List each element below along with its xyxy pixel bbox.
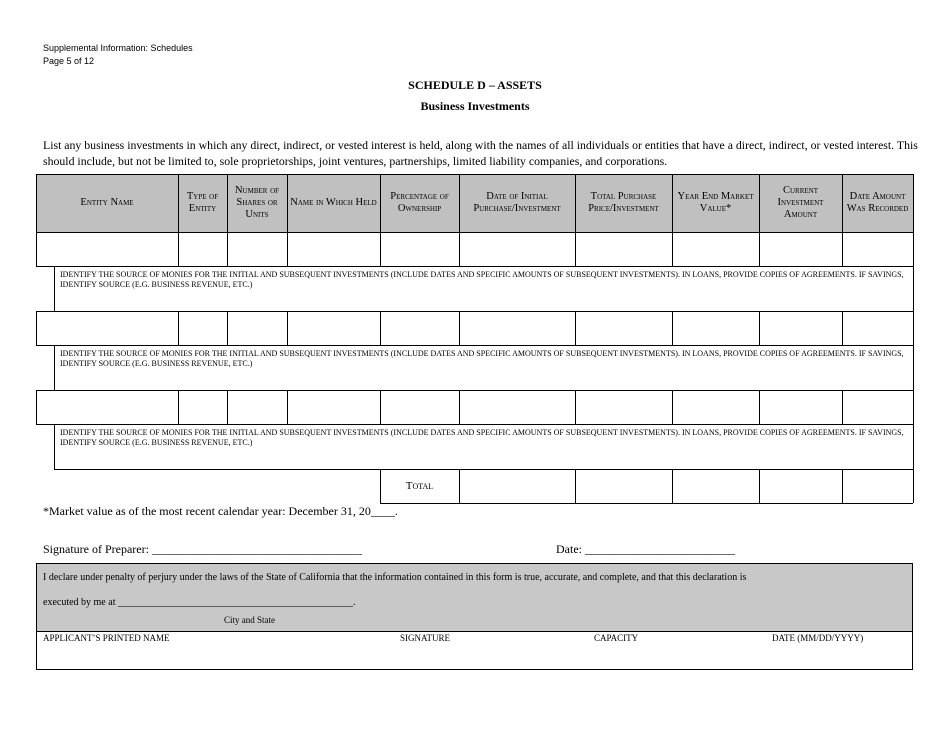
total-border	[842, 469, 843, 503]
total-border	[759, 469, 760, 503]
market-value-note: *Market value as of the most recent calendar year: December 31, 20____.	[43, 504, 398, 518]
cell-border	[459, 390, 460, 424]
total-border	[459, 469, 460, 503]
table-border	[178, 174, 179, 232]
signature-of-preparer: Signature of Preparer: ___________________________________	[43, 542, 362, 556]
note-border	[54, 345, 55, 391]
column-header: Current Investment Amount	[759, 174, 842, 232]
column-header: Percentage of Ownership	[380, 174, 459, 232]
cell-border	[36, 390, 37, 424]
cell-border	[36, 311, 37, 345]
cell-border	[227, 311, 228, 345]
cell-border	[380, 311, 381, 345]
cell-border	[178, 232, 179, 266]
table-border	[227, 174, 228, 232]
row-border	[36, 311, 913, 312]
cell-border	[287, 232, 288, 266]
schedule-title: SCHEDULE D – ASSETS	[408, 78, 542, 92]
preparer-date-line: Date: _________________________	[556, 542, 735, 556]
applicant-printed-name-label: APPLICANT’S PRINTED NAME	[43, 633, 170, 643]
total-border	[913, 469, 914, 503]
declaration-text: I declare under penalty of perjury under the laws of the State of California that the information contained in this form is true, accurate, and complete, and that this declaration is	[43, 572, 747, 583]
cell-border	[575, 311, 576, 345]
cell-border	[575, 232, 576, 266]
note-border	[913, 424, 914, 469]
cell-border	[759, 232, 760, 266]
table-border	[575, 174, 576, 232]
cell-border	[227, 390, 228, 424]
cell-border	[842, 232, 843, 266]
column-header: Number of Shares or Units	[227, 174, 287, 232]
capacity-label: CAPACITY	[594, 633, 639, 643]
note-border	[54, 424, 55, 470]
column-header: Year End Market Value*	[672, 174, 759, 232]
cell-border	[287, 390, 288, 424]
cell-border	[459, 311, 460, 345]
total-border	[380, 503, 913, 504]
cell-border	[227, 232, 228, 266]
row-border	[36, 390, 913, 391]
cell-border	[672, 311, 673, 345]
total-label: Total	[405, 480, 434, 492]
table-border	[759, 174, 760, 232]
table-border	[36, 174, 913, 175]
cell-border	[36, 232, 37, 266]
table-border	[913, 174, 914, 232]
signature-label: SIGNATURE	[400, 633, 451, 643]
cell-border	[672, 390, 673, 424]
table-border	[842, 174, 843, 232]
date-label: DATE (MM/DD/YYYY)	[772, 633, 864, 643]
column-header: Date of Initial Purchase/Investment	[459, 174, 575, 232]
row-border	[36, 232, 913, 233]
schedule-subtitle: Business Investments	[420, 99, 530, 113]
table-border	[36, 174, 37, 232]
table-border	[287, 174, 288, 232]
source-of-monies-note: IDENTIFY THE SOURCE OF MONIES FOR THE INITIAL AND SUBSEQUENT INVESTMENTS (INCLUDE DATES AND SPECIFIC AMOUNTS OF SUBSEQUENT INVESTMENTS). IN LOANS, PROVIDE COPIES OF AGREEMENTS. IF SAVINGS, IDENTIFY SOURCE (E.G. BUSINESS REVENUE, ETC.)	[60, 428, 904, 447]
cell-border	[913, 390, 914, 424]
cell-border	[842, 311, 843, 345]
note-border	[913, 266, 914, 311]
total-border	[575, 469, 576, 503]
column-header: Date Amount Was Recorded	[842, 174, 913, 232]
cell-border	[575, 390, 576, 424]
column-header: Entity Name	[36, 174, 178, 232]
cell-border	[842, 390, 843, 424]
column-header: Name in Which Held	[287, 174, 380, 232]
cell-border	[459, 232, 460, 266]
executed-at-line: executed by me at _______________________________________________.	[43, 597, 356, 608]
document-label: Supplemental Information: Schedules	[43, 43, 193, 53]
cell-border	[913, 232, 914, 266]
cell-border	[759, 311, 760, 345]
cell-border	[672, 232, 673, 266]
cell-border	[380, 232, 381, 266]
column-header: Total Purchase Price/Investment	[575, 174, 672, 232]
intro-paragraph: List any business investments in which any direct, indirect, or vested interest is held, along with the names of all individuals or entities that have a direct, indirect, or vested interest. This should include, but not be limited to, sole proprietorships, joint ventures, partnerships, limited liability companies, and corporations.	[43, 138, 918, 168]
city-state-label: City and State	[224, 615, 275, 625]
cell-border	[178, 390, 179, 424]
note-border	[54, 266, 55, 312]
table-border	[459, 174, 460, 232]
cell-border	[913, 311, 914, 345]
total-border	[380, 469, 381, 503]
page-number: Page 5 of 12	[43, 56, 95, 66]
cell-border	[380, 390, 381, 424]
table-border	[380, 174, 381, 232]
source-of-monies-note: IDENTIFY THE SOURCE OF MONIES FOR THE INITIAL AND SUBSEQUENT INVESTMENTS (INCLUDE DATES AND SPECIFIC AMOUNTS OF SUBSEQUENT INVESTMENTS). IN LOANS, PROVIDE COPIES OF AGREEMENTS. IF SAVINGS, IDENTIFY SOURCE (E.G. BUSINESS REVENUE, ETC.)	[60, 349, 904, 368]
total-border	[672, 469, 673, 503]
column-header: Type of Entity	[178, 174, 227, 232]
cell-border	[759, 390, 760, 424]
cell-border	[178, 311, 179, 345]
source-of-monies-note: IDENTIFY THE SOURCE OF MONIES FOR THE INITIAL AND SUBSEQUENT INVESTMENTS (INCLUDE DATES AND SPECIFIC AMOUNTS OF SUBSEQUENT INVESTMENTS). IN LOANS, PROVIDE COPIES OF AGREEMENTS. IF SAVINGS, IDENTIFY SOURCE (E.G. BUSINESS REVENUE, ETC.)	[60, 270, 904, 289]
table-border	[672, 174, 673, 232]
cell-border	[287, 311, 288, 345]
note-border	[913, 345, 914, 390]
